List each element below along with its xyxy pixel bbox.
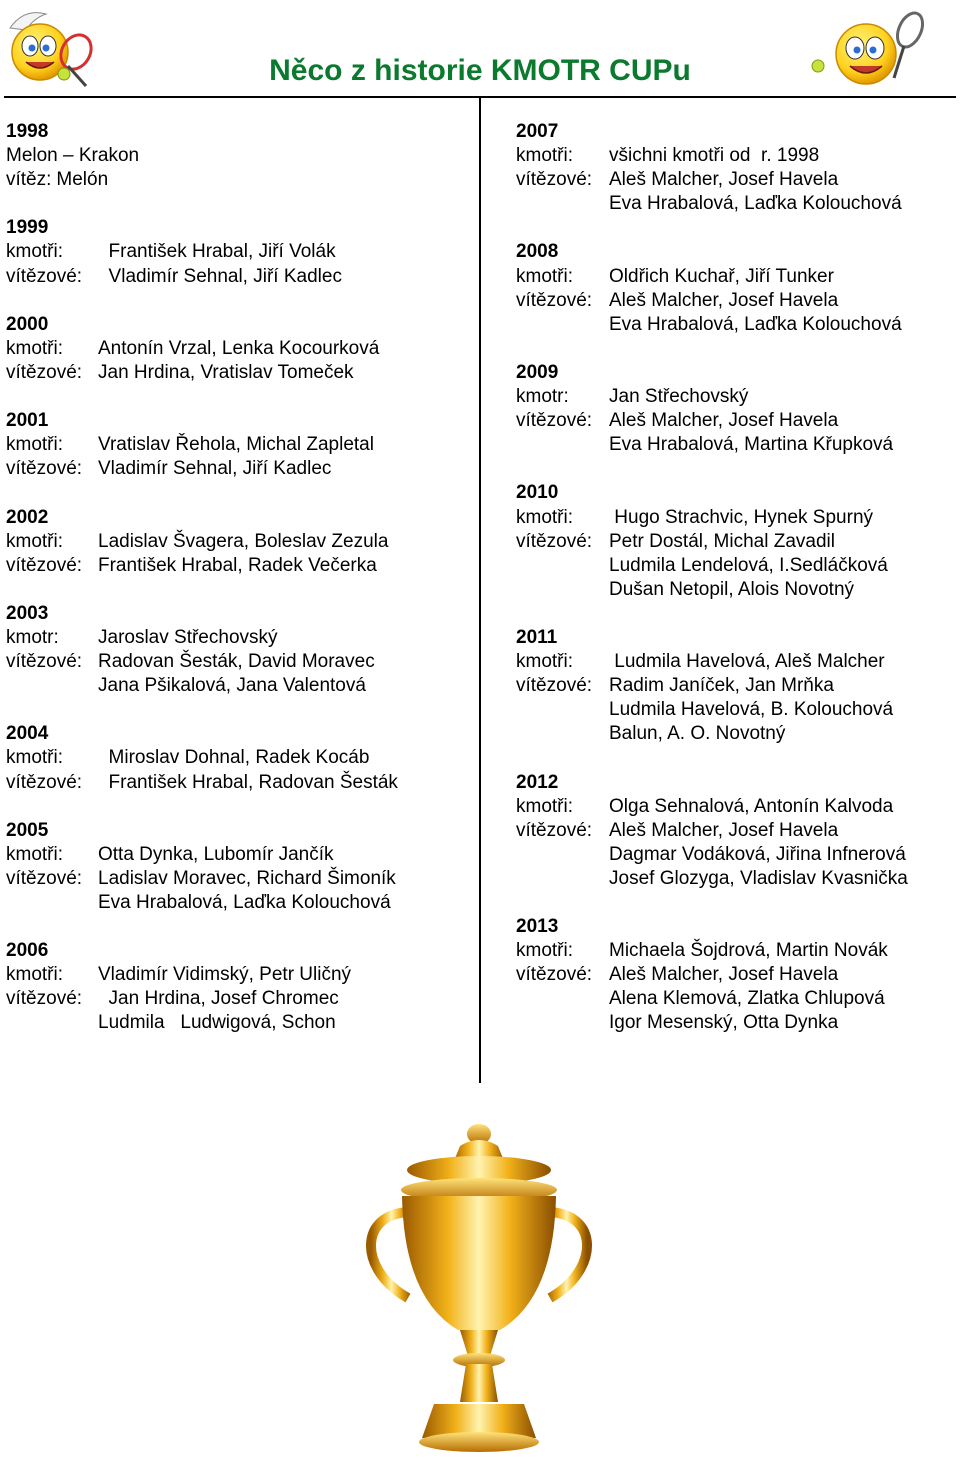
entry-value: Otta Dynka, Lubomír Jančík — [98, 843, 334, 865]
entry-label — [516, 313, 609, 337]
entry-value: Melon – Krakon — [6, 145, 140, 167]
entry-value: Vratislav Řehola, Michal Zapletal — [98, 434, 374, 456]
year-entry — [6, 313, 471, 385]
entry-row — [6, 265, 471, 289]
page-title: Něco z historie KMOTR CUPu — [269, 54, 691, 87]
entry-label — [516, 843, 609, 867]
year-entry — [6, 819, 471, 915]
entry-row — [6, 144, 471, 168]
entry-value: Radim Janíček, Jan Mrňka — [609, 675, 834, 697]
year-heading: 2001 — [6, 410, 49, 432]
entry-label: vítězové: — [516, 410, 593, 432]
entry-label — [6, 674, 98, 698]
entry-row — [6, 530, 471, 554]
year-entry — [6, 409, 471, 481]
year-heading: 2013 — [516, 916, 559, 938]
entry-value: Vladimír Sehnal, Jiří Kadlec — [98, 265, 342, 287]
year-heading: 2000 — [6, 313, 49, 335]
year-heading: 2009 — [516, 361, 559, 383]
entry-value: Hugo Strachvic, Hynek Spurný — [609, 506, 874, 528]
entry-label: kmotři: — [516, 940, 573, 962]
entry-label: vítězové: — [6, 458, 83, 480]
year-entry — [516, 361, 956, 457]
entry-row — [516, 554, 956, 578]
entry-value: Eva Hrabalová, Martina Křupková — [609, 434, 894, 456]
entry-label: kmotři: — [6, 530, 63, 552]
entry-label: kmotři: — [516, 795, 573, 817]
year-entry — [6, 506, 471, 578]
entry-value: Jan Hrdina, Josef Chromec — [98, 988, 339, 1010]
entry-label: kmotři: — [6, 843, 63, 865]
entry-value: Dagmar Vodáková, Jiřina Infnerová — [609, 843, 906, 865]
entry-value: Jan Střechovský — [609, 386, 749, 408]
entry-value: Josef Glozyga, Vladislav Kvasnička — [609, 867, 908, 889]
year-heading: 2012 — [516, 771, 559, 793]
entry-value: Jana Pšikalová, Jana Valentová — [98, 675, 366, 697]
entry-value: Eva Hrabalová, Laďka Kolouchová — [609, 193, 902, 215]
entry-label — [516, 433, 609, 457]
entry-row — [516, 265, 956, 289]
entry-row — [516, 530, 956, 554]
year-entry — [6, 120, 471, 192]
entry-value: Vladimír Sehnal, Jiří Kadlec — [98, 458, 332, 480]
entry-row — [516, 795, 956, 819]
entry-row — [6, 771, 471, 795]
entry-value: Michaela Šojdrová, Martin Novák — [609, 940, 888, 962]
year-heading: 1998 — [6, 121, 49, 142]
entry-label: vítězové: — [516, 169, 593, 191]
entry-value: Ludmila Havelová, Aleš Malcher — [609, 651, 885, 673]
entry-value: Eva Hrabalová, Laďka Kolouchová — [98, 892, 391, 913]
entry-value: František Hrabal, Radek Večerka — [98, 554, 377, 576]
column-divider — [479, 97, 481, 1083]
entry-value: Antonín Vrzal, Lenka Kocourková — [98, 337, 380, 359]
year-heading: 2003 — [6, 602, 49, 624]
trophy-icon — [350, 1120, 608, 1460]
entry-value: Dušan Netopil, Alois Novotný — [609, 578, 855, 600]
entry-label: vítězové: — [6, 361, 83, 383]
entry-label — [516, 192, 609, 216]
entry-value: Radovan Šesták, David Moravec — [98, 651, 375, 673]
year-heading: 2010 — [516, 482, 559, 504]
entry-value: Ludmila Lendelová, I.Sedláčková — [609, 554, 888, 576]
year-heading: 1999 — [6, 217, 49, 239]
entry-row — [6, 867, 471, 891]
entry-row — [516, 409, 956, 433]
entry-label: vítězové: — [516, 289, 593, 311]
entry-label: kmotři: — [6, 434, 63, 456]
entry-row — [516, 313, 956, 337]
entry-value: Petr Dostál, Michal Zavadil — [609, 530, 835, 552]
entry-label: kmotři: — [516, 651, 573, 673]
entry-value: Jaroslav Střechovský — [98, 626, 278, 648]
entry-label: kmotr: — [516, 386, 569, 408]
entry-value: Aleš Malcher, Josef Havela — [609, 819, 839, 841]
entry-value: Balun, A. O. Novotný — [609, 723, 786, 745]
entry-label: kmotr: — [6, 626, 59, 648]
entry-row — [516, 192, 956, 216]
entry-label: vítězové: — [516, 530, 593, 552]
entry-value: Vladimír Vidimský, Petr Uličný — [98, 964, 352, 986]
entry-row — [516, 433, 956, 457]
entry-row — [516, 385, 956, 409]
entry-value: Ladislav Moravec, Richard Šimoník — [98, 867, 396, 889]
year-heading: 2007 — [516, 121, 559, 142]
year-entry — [6, 722, 471, 794]
entry-label — [516, 554, 609, 578]
entry-row — [516, 168, 956, 192]
entry-row — [516, 867, 956, 891]
entry-row — [516, 144, 956, 168]
entry-label — [6, 891, 98, 915]
entry-row — [516, 698, 956, 722]
entry-label: vítěz: — [6, 169, 52, 191]
entry-value: Oldřich Kuchař, Jiří Tunker — [609, 265, 834, 287]
entry-value: Igor Mesenský, Otta Dynka — [609, 1012, 839, 1034]
entry-row — [6, 963, 471, 987]
entry-label: kmotři: — [6, 241, 63, 263]
entry-label — [516, 867, 609, 891]
entry-row — [6, 843, 471, 867]
entry-label — [516, 698, 609, 722]
entry-label: vítězové: — [6, 771, 83, 793]
year-entry — [516, 120, 956, 216]
entry-row — [6, 457, 471, 481]
year-entry — [516, 915, 956, 1035]
year-heading: 2011 — [516, 626, 558, 648]
entry-label: kmotři: — [6, 337, 63, 359]
entry-label: kmotři: — [516, 265, 573, 287]
entry-value: Ludmila Havelová, B. Kolouchová — [609, 699, 894, 721]
entry-value: Aleš Malcher, Josef Havela — [609, 289, 839, 311]
entry-value: Aleš Malcher, Josef Havela — [609, 169, 839, 191]
entry-row — [516, 939, 956, 963]
entry-value: František Hrabal, Jiří Volák — [98, 241, 336, 263]
entry-label: vítězové: — [6, 554, 83, 576]
entry-label — [516, 1011, 609, 1035]
entry-row — [6, 361, 471, 385]
entry-row — [6, 240, 471, 264]
entry-label: kmotři: — [6, 747, 63, 769]
entry-row — [6, 433, 471, 457]
entry-label: vítězové: — [6, 988, 83, 1010]
entry-label — [516, 987, 609, 1011]
entry-row — [6, 168, 471, 192]
entry-value: Ludmila Ludwigová, Schon — [98, 1012, 336, 1034]
entry-value: Eva Hrabalová, Laďka Kolouchová — [609, 313, 902, 335]
entry-row — [516, 963, 956, 987]
entry-label: vítězové: — [6, 651, 83, 673]
year-entry — [516, 626, 956, 746]
entry-value: František Hrabal, Radovan Šesták — [98, 771, 398, 793]
entry-label: vítězové: — [516, 819, 593, 841]
year-entry — [516, 771, 956, 891]
entry-row — [516, 819, 956, 843]
entry-row — [6, 1011, 471, 1035]
entry-label: vítězové: — [6, 867, 83, 889]
entry-label: kmotři: — [516, 506, 573, 528]
entry-value: všichni kmotři od r. 1998 — [609, 145, 820, 167]
entry-value: Aleš Malcher, Josef Havela — [609, 964, 839, 986]
entry-row — [6, 891, 471, 915]
entry-label: vítězové: — [6, 265, 83, 287]
entry-value: Aleš Malcher, Josef Havela — [609, 410, 839, 432]
year-heading: 2004 — [6, 723, 49, 745]
entry-row — [516, 1011, 956, 1035]
entry-label: kmotři: — [516, 145, 573, 167]
entry-label: vítězové: — [516, 964, 593, 986]
year-entry — [6, 216, 471, 288]
entry-label — [516, 722, 609, 746]
entry-row — [6, 337, 471, 361]
year-entry — [6, 602, 471, 698]
entry-value: Olga Sehnalová, Antonín Kalvoda — [609, 795, 894, 817]
entry-row — [516, 650, 956, 674]
year-entry — [516, 481, 956, 601]
entry-value: Melón — [56, 169, 109, 191]
right-column — [516, 120, 956, 1060]
year-heading: 2006 — [6, 940, 49, 962]
entry-value: Ladislav Švagera, Boleslav Zezula — [98, 530, 389, 552]
entry-label: vítězové: — [516, 675, 593, 697]
entry-row — [516, 289, 956, 313]
entry-row — [516, 843, 956, 867]
year-heading: 2002 — [6, 506, 49, 528]
left-column — [6, 120, 471, 1060]
entry-row — [516, 578, 956, 602]
entry-label: kmotři: — [6, 964, 63, 986]
entry-value: Alena Klemová, Zlatka Chlupová — [609, 988, 885, 1010]
entry-row — [6, 626, 471, 650]
entry-row — [516, 987, 956, 1011]
entry-row — [6, 987, 471, 1011]
entry-row — [6, 746, 471, 770]
year-heading: 2005 — [6, 819, 49, 841]
entry-row — [516, 674, 956, 698]
year-entry — [516, 240, 956, 336]
entry-row — [6, 650, 471, 674]
year-heading: 2008 — [516, 241, 559, 263]
entry-row — [6, 674, 471, 698]
entry-row — [516, 722, 956, 746]
entry-label — [6, 1011, 98, 1035]
entry-label — [516, 578, 609, 602]
entry-value: Miroslav Dohnal, Radek Kocáb — [98, 747, 370, 769]
year-entry — [6, 939, 471, 1035]
entry-row — [516, 506, 956, 530]
entry-row — [6, 554, 471, 578]
entry-value: Jan Hrdina, Vratislav Tomeček — [98, 361, 354, 383]
